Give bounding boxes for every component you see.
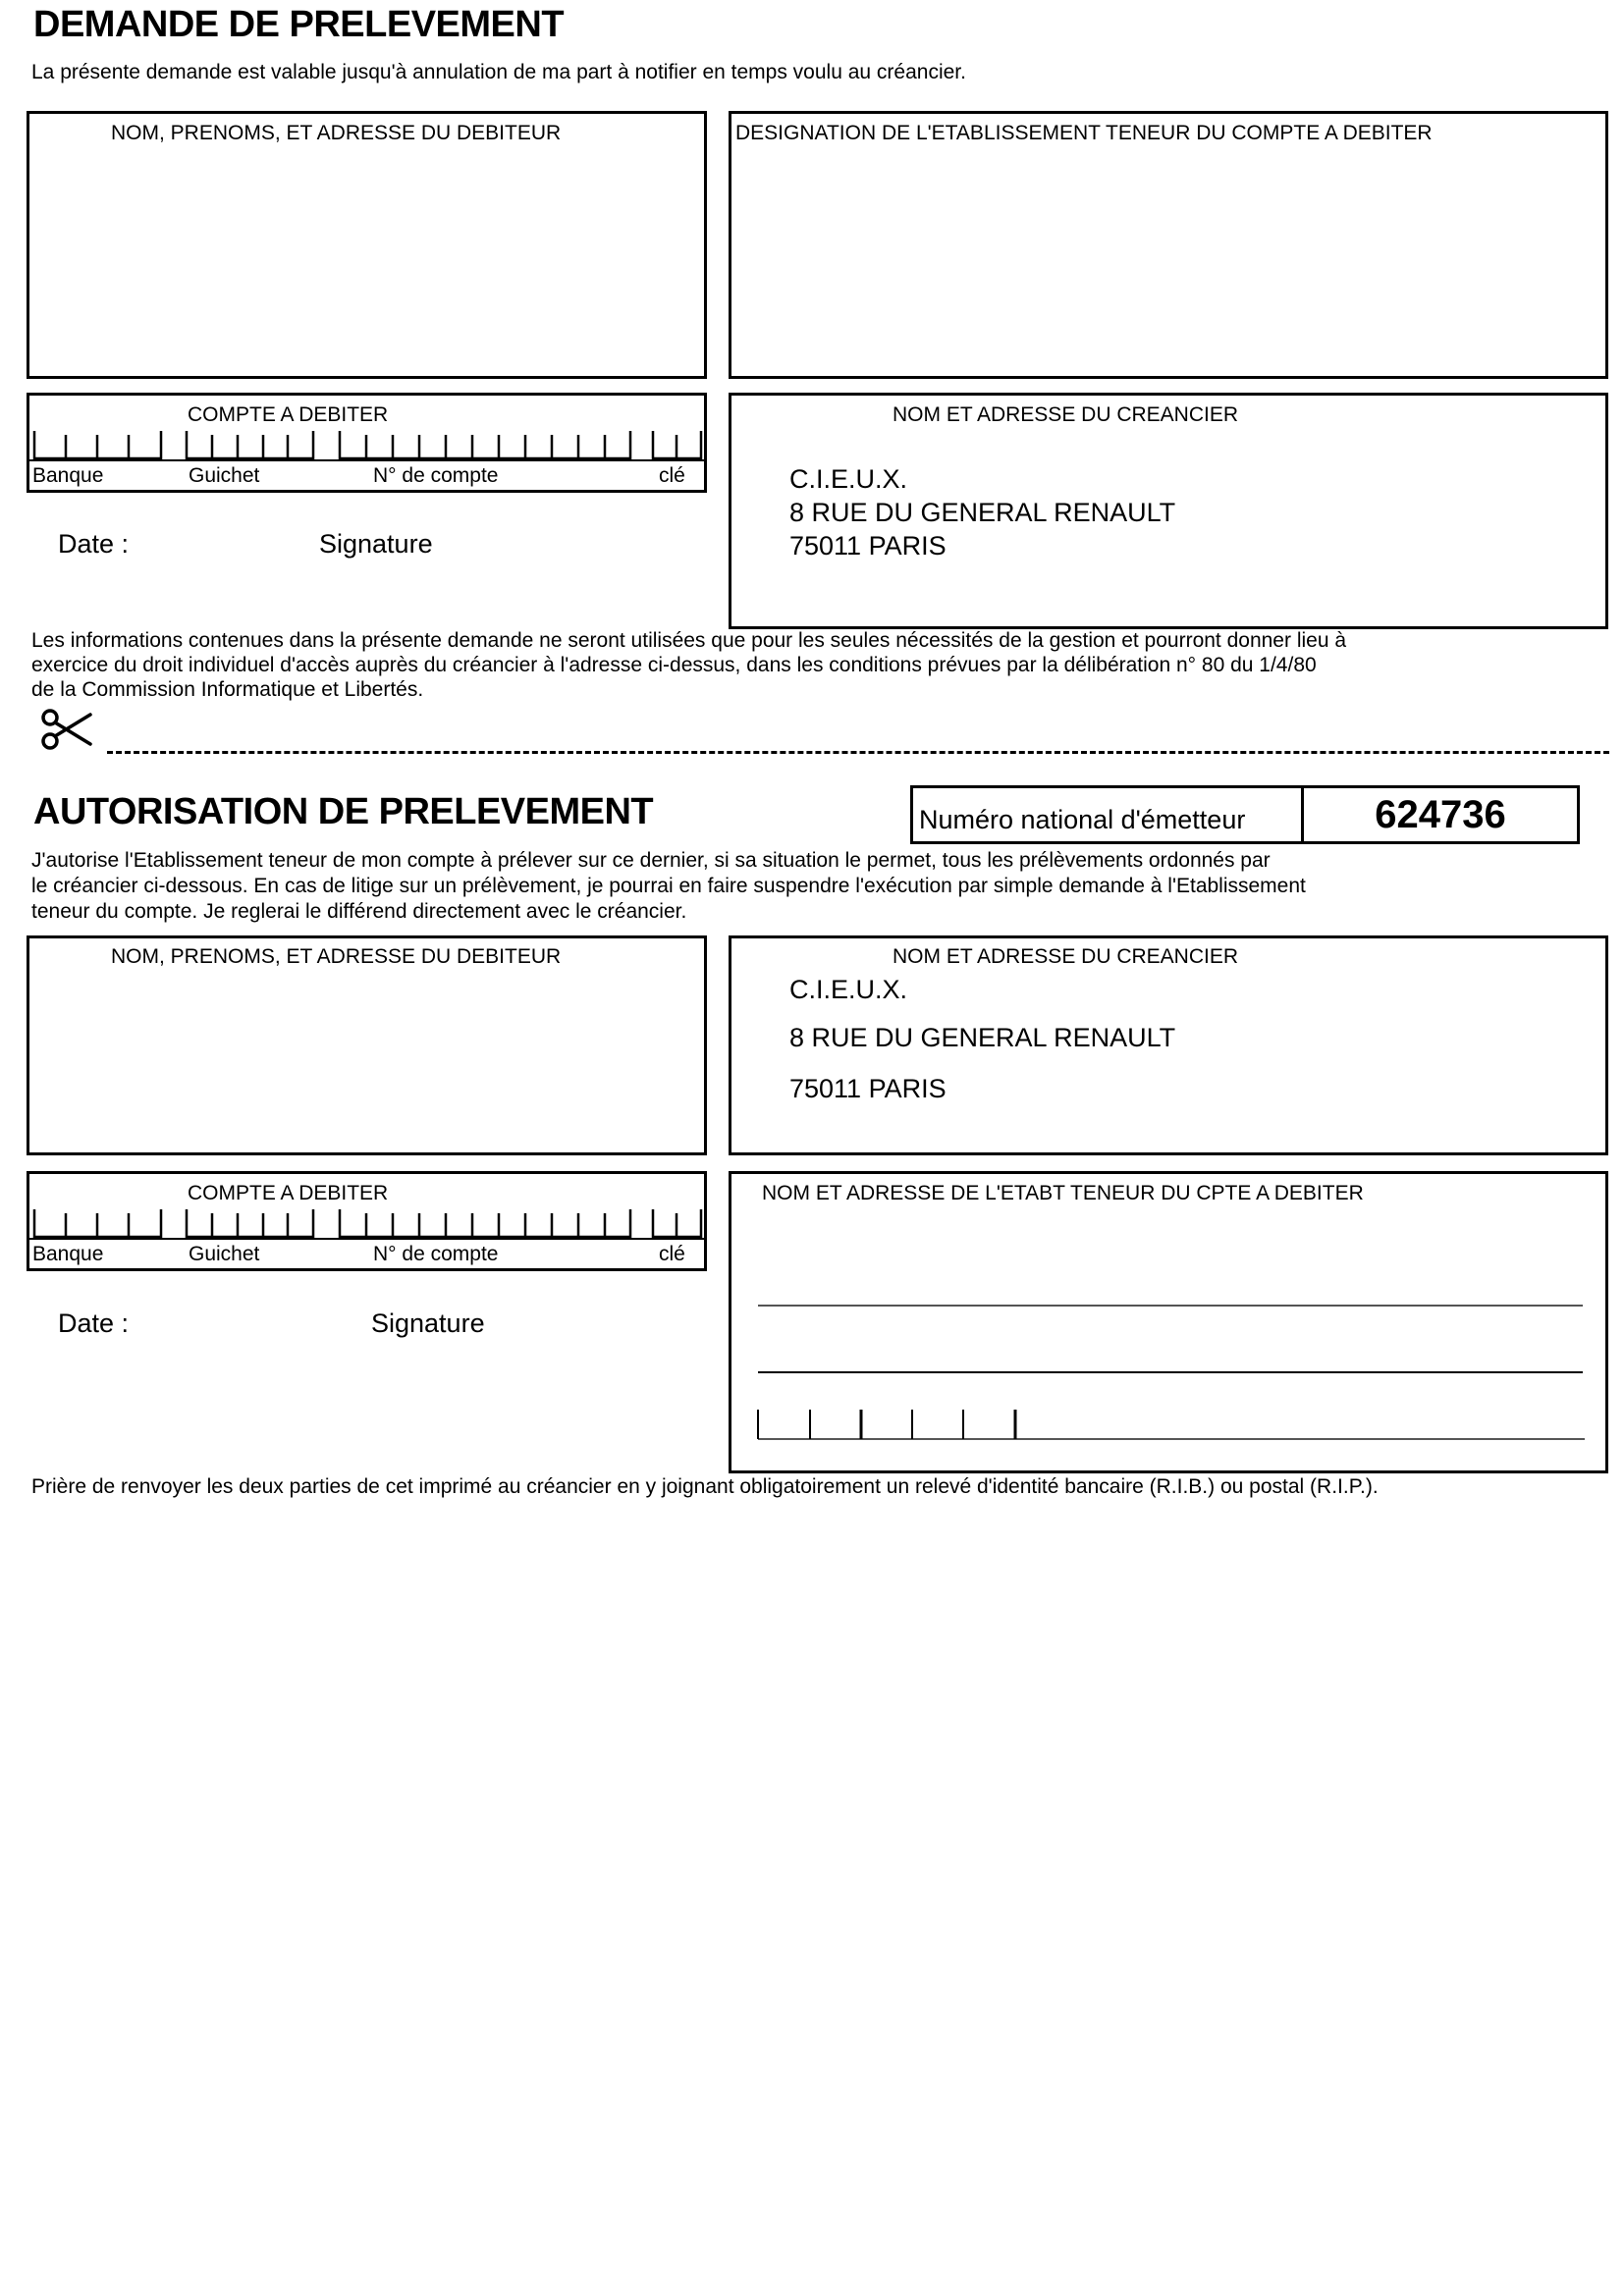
autorisation-text-line-2: le créancier ci-dessous. En cas de litige sur un prélèvement, je pourrai en faire suspendre l'exécution par simple demande à l'Etablissement: [31, 875, 1306, 897]
autorisation-text-line-1: J'autorise l'Etablissement teneur de mon compte à prélever sur ce dernier, si sa situation le permet, tous les prélèvements ordonnés par: [31, 849, 1271, 872]
autorisation-creancier-name: C.I.E.U.X.: [789, 975, 908, 1004]
demande-compte-digit-ticks[interactable]: [29, 425, 704, 464]
col-banque: Banque: [32, 1243, 104, 1265]
demande-compte-columns: [29, 459, 704, 490]
demande-creancier-box: [729, 393, 1608, 629]
autorisation-etabt-label: NOM ET ADRESSE DE L'ETABT TENEUR DU CPTE A DEBITER: [762, 1182, 1364, 1204]
footer-note: Prière de renvoyer les deux parties de cet imprimé au créancier en y joignant obligatoirement un relevé d'identité bancaire (R.I.B.) ou postal (R.I.P.).: [31, 1475, 1379, 1498]
autorisation-compte-label: COMPTE A DEBITER: [188, 1182, 389, 1204]
autorisation-creancier-box: [729, 935, 1608, 1155]
autorisation-debiteur-box[interactable]: [27, 935, 707, 1155]
demande-etablissement-box[interactable]: [729, 111, 1608, 379]
demande-compte-label: COMPTE A DEBITER: [188, 403, 389, 426]
autorisation-creancier-street: 8 RUE DU GENERAL RENAULT: [789, 1023, 1176, 1052]
privacy-line-3: de la Commission Informatique et Libertés.: [31, 678, 424, 701]
autorisation-compte-digit-ticks[interactable]: [29, 1203, 704, 1243]
demande-debiteur-box[interactable]: [27, 111, 707, 379]
etabt-address-line-2[interactable]: [758, 1371, 1583, 1373]
autorisation-signature-label: Signature: [371, 1308, 485, 1338]
autorisation-creancier-label: NOM ET ADRESSE DU CREANCIER: [893, 945, 1239, 968]
autorisation-debiteur-label: NOM, PRENOMS, ET ADRESSE DU DEBITEUR: [111, 945, 562, 968]
col-numero-compte: N° de compte: [373, 464, 499, 487]
autorisation-text-line-3: teneur du compte. Je reglerai le différend directement avec le créancier.: [31, 900, 687, 923]
autorisation-title: AUTORISATION DE PRELEVEMENT: [33, 791, 654, 832]
demande-creancier-name: C.I.E.U.X.: [789, 464, 908, 494]
autorisation-compte-box[interactable]: [27, 1171, 707, 1271]
autorisation-compte-columns: [29, 1238, 704, 1268]
emetteur-box: [910, 785, 1580, 844]
demande-intro: La présente demande est valable jusqu'à annulation de ma part à notifier en temps voulu au créancier.: [31, 61, 966, 83]
privacy-line-2: exercice du droit individuel d'accès auprès du créancier à l'adresse ci-dessus, dans les conditions prévues par la délibération n° 80 du 1/4/80: [31, 654, 1317, 676]
demande-date-label: Date :: [58, 529, 130, 559]
privacy-line-1: Les informations contenues dans la présente demande ne seront utilisées que pour les seules nécessités de la gestion et pourront donner lieu à: [31, 629, 1347, 652]
demande-compte-box[interactable]: [27, 393, 707, 493]
etabt-code-ticks[interactable]: [756, 1406, 1591, 1445]
cut-line: [107, 751, 1609, 754]
autorisation-etabt-box[interactable]: [729, 1171, 1608, 1473]
demande-debiteur-label: NOM, PRENOMS, ET ADRESSE DU DEBITEUR: [111, 122, 562, 144]
col-guichet: Guichet: [189, 464, 260, 487]
demande-signature-label: Signature: [319, 529, 433, 559]
demande-creancier-label: NOM ET ADRESSE DU CREANCIER: [893, 403, 1239, 426]
autorisation-creancier-city: 75011 PARIS: [789, 1074, 947, 1103]
demande-title: DEMANDE DE PRELEVEMENT: [33, 4, 565, 45]
emetteur-label: Numéro national d'émetteur: [919, 805, 1246, 834]
col-banque: Banque: [32, 464, 104, 487]
col-cle: clé: [659, 464, 685, 487]
col-guichet: Guichet: [189, 1243, 260, 1265]
col-cle: clé: [659, 1243, 685, 1265]
demande-etablissement-label: DESIGNATION DE L'ETABLISSEMENT TENEUR DU COMPTE A DEBITER: [735, 122, 1433, 144]
autorisation-date-label: Date :: [58, 1308, 130, 1338]
col-numero-compte: N° de compte: [373, 1243, 499, 1265]
etabt-address-line-1[interactable]: [758, 1305, 1583, 1307]
demande-creancier-city: 75011 PARIS: [789, 531, 947, 561]
demande-creancier-street: 8 RUE DU GENERAL RENAULT: [789, 498, 1176, 527]
emetteur-number: 624736: [1375, 793, 1506, 836]
scissors-icon: [39, 707, 98, 754]
